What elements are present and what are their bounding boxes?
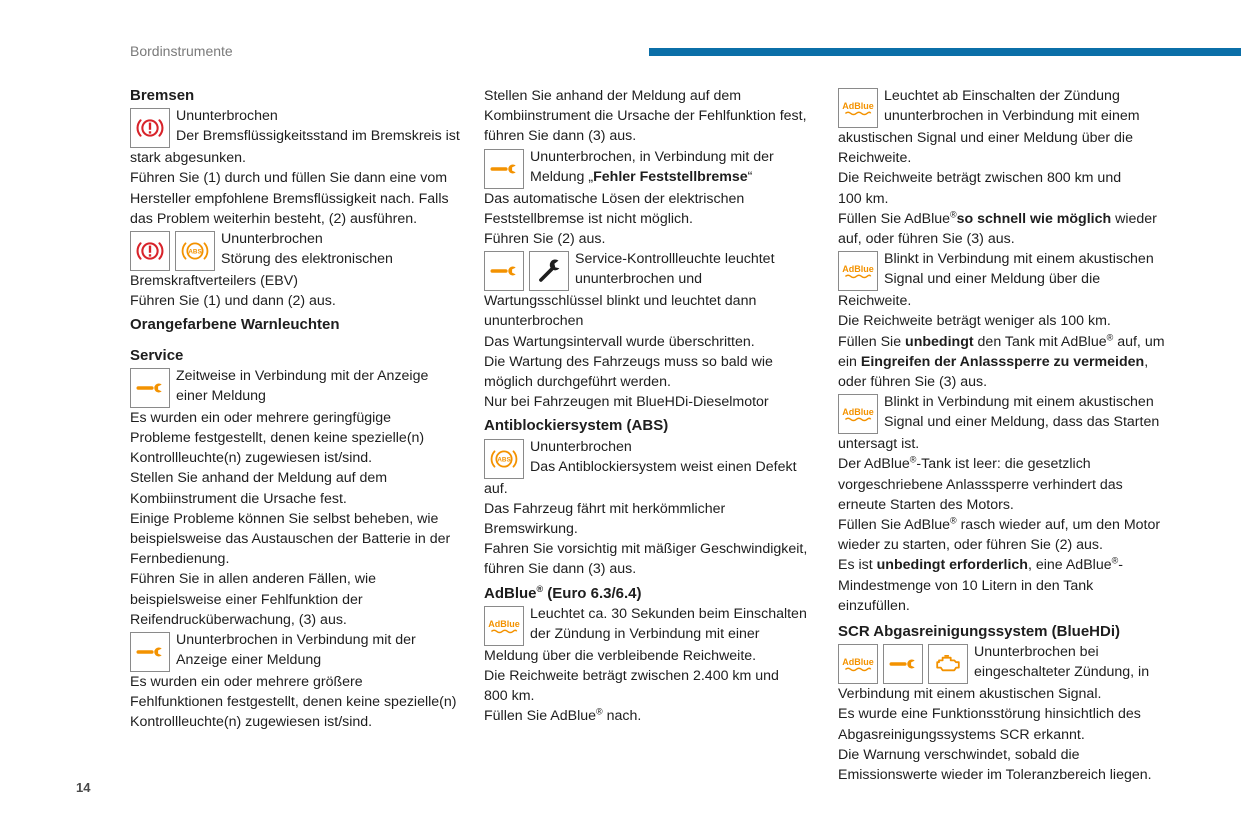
text-span: den Tank mit AdBlue (973, 333, 1107, 350)
entry-text-line: Kontrollleuchte(n) zugewiesen ist/sind. (130, 714, 373, 731)
bold-text: unbedingt (905, 333, 974, 350)
registered-mark: ® (536, 583, 544, 594)
entry-scr (838, 642, 1168, 785)
entry-text-line: Das automatische Lösen der elektrischen (484, 190, 745, 207)
text-span: auf, um (1113, 333, 1165, 350)
adblue-icon-label: AdBlue (842, 407, 874, 418)
entry-text-line: Signal und einer Meldung, dass das Starten (884, 414, 1160, 431)
text-span: (Euro 6.3/6.4) (543, 584, 642, 602)
entry-text-line: Kontrollleuchte(n) zugewiesen ist/sind. (130, 450, 373, 467)
entry-text-line: stark abgesunken. (130, 150, 246, 167)
entry-text-line: Mindestmenge von 10 Litern in den Tank einzufüllen. (838, 577, 1094, 614)
entry-text-line: ununterbrochen (484, 313, 584, 330)
entry-text-line: Leuchtet ab Einschalten der Zündung (884, 88, 1120, 104)
entry-text-line: Bremswirkung. (484, 521, 578, 538)
entry-adblue-30s (484, 604, 814, 727)
entry-service-ununterbrochen (130, 630, 460, 733)
adblue-icon (484, 606, 524, 646)
entry-text-line: Der Bremsflüssigkeitsstand im Bremskreis ist (176, 128, 460, 145)
entry-text-line: Stellen Sie anhand der Meldung auf dem (130, 470, 388, 487)
text-span: AdBlue (484, 584, 537, 602)
engine-icon (928, 644, 968, 684)
entry-text-line: ununterbrochen und (575, 271, 703, 288)
column-3 (838, 86, 1168, 785)
entry-text-line: ununterbrochen in Verbindung mit einem (884, 108, 1140, 125)
entry-text-line (484, 706, 814, 726)
adblue-icon-label: AdBlue (842, 657, 874, 668)
entry-text-line: Service-Kontrollleuchte leuchtet (575, 251, 775, 268)
entry-text-line: Abgasreinigungssystems SCR erkannt. (838, 726, 1085, 743)
text-span: - (1118, 557, 1123, 574)
text-span: ein (838, 353, 861, 370)
adblue-icon (838, 644, 878, 684)
entry-text-line (838, 454, 1168, 474)
entry-text-line: Fernbedienung. (130, 551, 230, 568)
entry-text-line: Nur bei Fahrzeugen mit BlueHDi-Dieselmotor (484, 394, 769, 411)
abs-icon-label: ABS (188, 248, 202, 256)
registered-mark: ® (909, 454, 917, 465)
entry-text-line: Ununterbrochen bei (974, 644, 1099, 661)
registered-mark: ® (1106, 331, 1114, 342)
entry-text-line: Zeitweise in Verbindung mit der Anzeige (176, 367, 429, 384)
entry-text-line (838, 515, 1168, 535)
entry-feststellbremse (484, 147, 814, 250)
entry-text-line: Einige Probleme können Sie selbst beheben, wie (130, 510, 439, 527)
text-span: nach. (602, 708, 642, 725)
entry-text-line: führen Sie dann (3) aus. (484, 128, 637, 145)
adblue-icon (838, 88, 878, 128)
entry-text-line: Kombiinstrument die Ursache der Fehlfunktion fest, (484, 108, 807, 125)
abs-icon-label: ABS (497, 455, 511, 463)
entry-text-line: Führen Sie (1) und dann (2) aus. (130, 293, 336, 310)
bold-text: so schnell wie möglich (956, 210, 1112, 227)
entry-text-line: Blinkt in Verbindung mit einem akustischen (884, 394, 1154, 411)
entry-text-line: auf, oder führen Sie (3) aus. (838, 231, 1015, 248)
entry-text-line: Reichweite. (838, 150, 912, 167)
entry-text-line: Wartungsschlüssel blinkt und leuchtet dann (484, 293, 757, 310)
entry-text-line: Es wurde eine Funktionsstörung hinsichtlich des (838, 706, 1141, 723)
registered-mark: ® (1111, 555, 1119, 566)
registered-mark: ® (950, 209, 957, 220)
wrench-icon (484, 251, 524, 291)
adblue-icon-label: AdBlue (842, 100, 874, 111)
entry-text-line: Führen Sie (1) durch und füllen Sie dann eine vom (130, 170, 448, 187)
adblue-icon (838, 394, 878, 434)
registered-mark: ® (596, 706, 603, 717)
entry-text-line: führen Sie dann (3) aus. (484, 561, 637, 578)
entry-text-line: Die Reichweite beträgt zwischen 2.400 km und (484, 668, 779, 685)
entry-text-line: Ununterbrochen (530, 438, 632, 455)
bold-text: Fehler Feststellbremse (593, 168, 748, 185)
entry-text-line: Stellen Sie anhand der Meldung auf dem (484, 88, 742, 104)
entry-text-line: Ununterbrochen, in Verbindung mit der (530, 148, 774, 165)
entry-text-line: Das Fahrzeug fährt mit herkömmlicher (484, 500, 726, 517)
heading-abs: Antiblockiersystem (ABS) (484, 417, 669, 435)
entry-text-line: Blinkt in Verbindung mit einem akustischen (884, 251, 1154, 268)
entry-text-line: Das Wartungsintervall wurde überschritten. (484, 333, 755, 350)
entry-text-line (530, 167, 814, 187)
entry-adblue-leer (838, 392, 1168, 616)
entry-text-line: Fehlfunktionen festgestellt, denen keine spezielle(n) (130, 694, 457, 711)
entry-text-line: Störung des elektronischen (221, 251, 393, 268)
entry-text-line: Ununterbrochen (176, 108, 278, 125)
entry-text-line: Reichweite. (838, 293, 912, 310)
entry-text-line: auf. (484, 480, 508, 497)
wrench-icon (130, 632, 170, 672)
entry-text-line: Fahren Sie vorsichtig mit mäßiger Geschwindigkeit, (484, 541, 808, 558)
entry-text-line: Die Warnung verschwindet, sobald die (838, 746, 1080, 763)
abs-icon (175, 231, 215, 271)
entry-text-line: das Problem weiterhin besteht, (2) ausführen. (130, 210, 418, 227)
page-number: 14 (76, 780, 91, 795)
entry-text-line: eingeschalteter Zündung, in (974, 664, 1150, 681)
entry-adblue-800km (838, 86, 1168, 249)
entry-text-line: untersagt ist. (838, 436, 920, 453)
text-span: Meldung „ (530, 168, 594, 185)
heading-orangefarbene-warnleuchten: Orangefarbene Warnleuchten (130, 316, 340, 334)
entry-text-line: Führen Sie in allen anderen Fällen, wie (130, 571, 377, 588)
entry-text-line: Reifendrucküberwachung, (3) aus. (130, 611, 347, 628)
brake-warning-icon (130, 108, 170, 148)
adblue-icon-label: AdBlue (842, 264, 874, 275)
wrench-icon (130, 368, 170, 408)
entry-text-line: akustischen Signal und einer Meldung über die (838, 130, 1133, 146)
entry-text-line (838, 332, 1168, 352)
entry-text-line: 800 km. (484, 688, 535, 705)
text-span: rasch wieder auf, um den Motor (956, 517, 1161, 534)
entry-ebv (130, 229, 460, 311)
entry-text-line: Ununterbrochen (221, 231, 323, 248)
text-span: -Tank ist leer: die gesetzlich (916, 456, 1091, 473)
entry-text-line: beispielsweise einer Fehlfunktion der (130, 591, 363, 608)
entry-text-line: Bremskraftverteilers (EBV) (130, 273, 298, 290)
entry-text-line: Die Reichweite beträgt weniger als 100 km. (838, 313, 1111, 330)
entry-text-line: Es wurden ein oder mehrere geringfügige (130, 409, 392, 426)
entry-text-line: Ununterbrochen in Verbindung mit der (176, 632, 416, 649)
entry-text-line: vorgeschriebene Anlasssperre verhindert das (838, 476, 1123, 493)
wrench-icon (484, 149, 524, 189)
entry-abs (484, 437, 814, 580)
entry-text-line (838, 352, 1168, 372)
entry-text-line: Emissionswerte wieder im Toleranzbereich liegen. (838, 767, 1152, 784)
bold-text: Eingreifen der Anlasssperre zu vermeiden (860, 353, 1145, 370)
entry-text-line (838, 209, 1168, 229)
registered-mark: ® (950, 515, 957, 526)
entry-text-line: Hersteller empfohlene Bremsflüssigkeit nach. Falls (130, 190, 449, 207)
entry-text-line: oder führen Sie (3) aus. (838, 374, 988, 391)
text-span: Der AdBlue (838, 456, 910, 473)
text-span: “ (747, 168, 753, 185)
text-span: Füllen Sie AdBlue (838, 210, 950, 227)
entry-text-line: möglich durchgeführt werden. (484, 374, 671, 391)
header-accent-bar (649, 48, 1241, 56)
wrench-icon (883, 644, 923, 684)
heading-bremsen: Bremsen (130, 87, 195, 104)
entry-bremsfluessigkeit (130, 106, 460, 229)
maintenance-key-icon (529, 251, 569, 291)
entry-text-line: Meldung über die verbleibende Reichweite. (484, 647, 757, 664)
entry-text-line: Feststellbremse ist nicht möglich. (484, 210, 693, 227)
entry-text-line: Probleme festgestellt, denen keine spezielle(n) (130, 430, 425, 447)
entry-text-line: beispielsweise das Austauschen der Batterie in der (130, 531, 451, 548)
heading-service: Service (130, 346, 184, 364)
entry-text-line: Kombiinstrument die Ursache fest. (130, 490, 347, 507)
text-span: , (1144, 353, 1149, 370)
entry-text-line: Die Wartung des Fahrzeugs muss so bald wie (484, 353, 773, 370)
heading-scr: SCR Abgasreinigungssystem (BlueHDi) (838, 623, 1120, 641)
adblue-icon-label: AdBlue (488, 618, 520, 629)
text-span: wieder (1111, 210, 1157, 227)
entry-text-line: Signal und einer Meldung über die (884, 271, 1101, 288)
column-1 (130, 86, 460, 733)
text-span: Füllen Sie (838, 333, 906, 350)
entry-text-line: Verbindung mit einem akustischen Signal. (838, 686, 1102, 703)
text-span: Es ist (838, 557, 877, 574)
entry-text-line: Es wurden ein oder mehrere größere (130, 674, 363, 691)
entry-text-line: wieder zu starten, oder führen Sie (2) aus. (838, 537, 1103, 554)
abs-icon (484, 439, 524, 479)
entry-text-line: Führen Sie (2) aus. (484, 231, 606, 248)
entry-text-line: Leuchtet ca. 30 Sekunden beim Einschalten (530, 605, 807, 622)
entry-text-line: 100 km. (838, 190, 889, 207)
brake-warning-icon (130, 231, 170, 271)
adblue-icon (838, 251, 878, 291)
entry-text-line: einer Meldung (176, 388, 266, 405)
text-span: Füllen Sie AdBlue (838, 517, 950, 534)
entry-service-zeitweise (130, 366, 460, 630)
column-2 (484, 86, 814, 727)
entry-text-line (838, 555, 1168, 575)
entry-text-line: Das Antiblockiersystem weist einen Defekt (530, 458, 797, 475)
entry-text-line: der Zündung in Verbindung mit einer (530, 626, 760, 643)
bold-text: unbedingt erforderlich (876, 557, 1028, 574)
intro-paragraph (484, 86, 814, 147)
heading-adblue (484, 584, 814, 604)
entry-text-line: Die Reichweite beträgt zwischen 800 km und (838, 170, 1122, 187)
entry-text-line: erneute Starten des Motors. (838, 496, 1014, 513)
entry-adblue-100km (838, 249, 1168, 392)
section-title: Bordinstrumente (130, 43, 233, 59)
text-span: , eine AdBlue (1027, 557, 1112, 574)
entry-wartung (484, 249, 814, 412)
text-span: Füllen Sie AdBlue (484, 708, 596, 725)
entry-text-line: Anzeige einer Meldung (176, 652, 322, 669)
